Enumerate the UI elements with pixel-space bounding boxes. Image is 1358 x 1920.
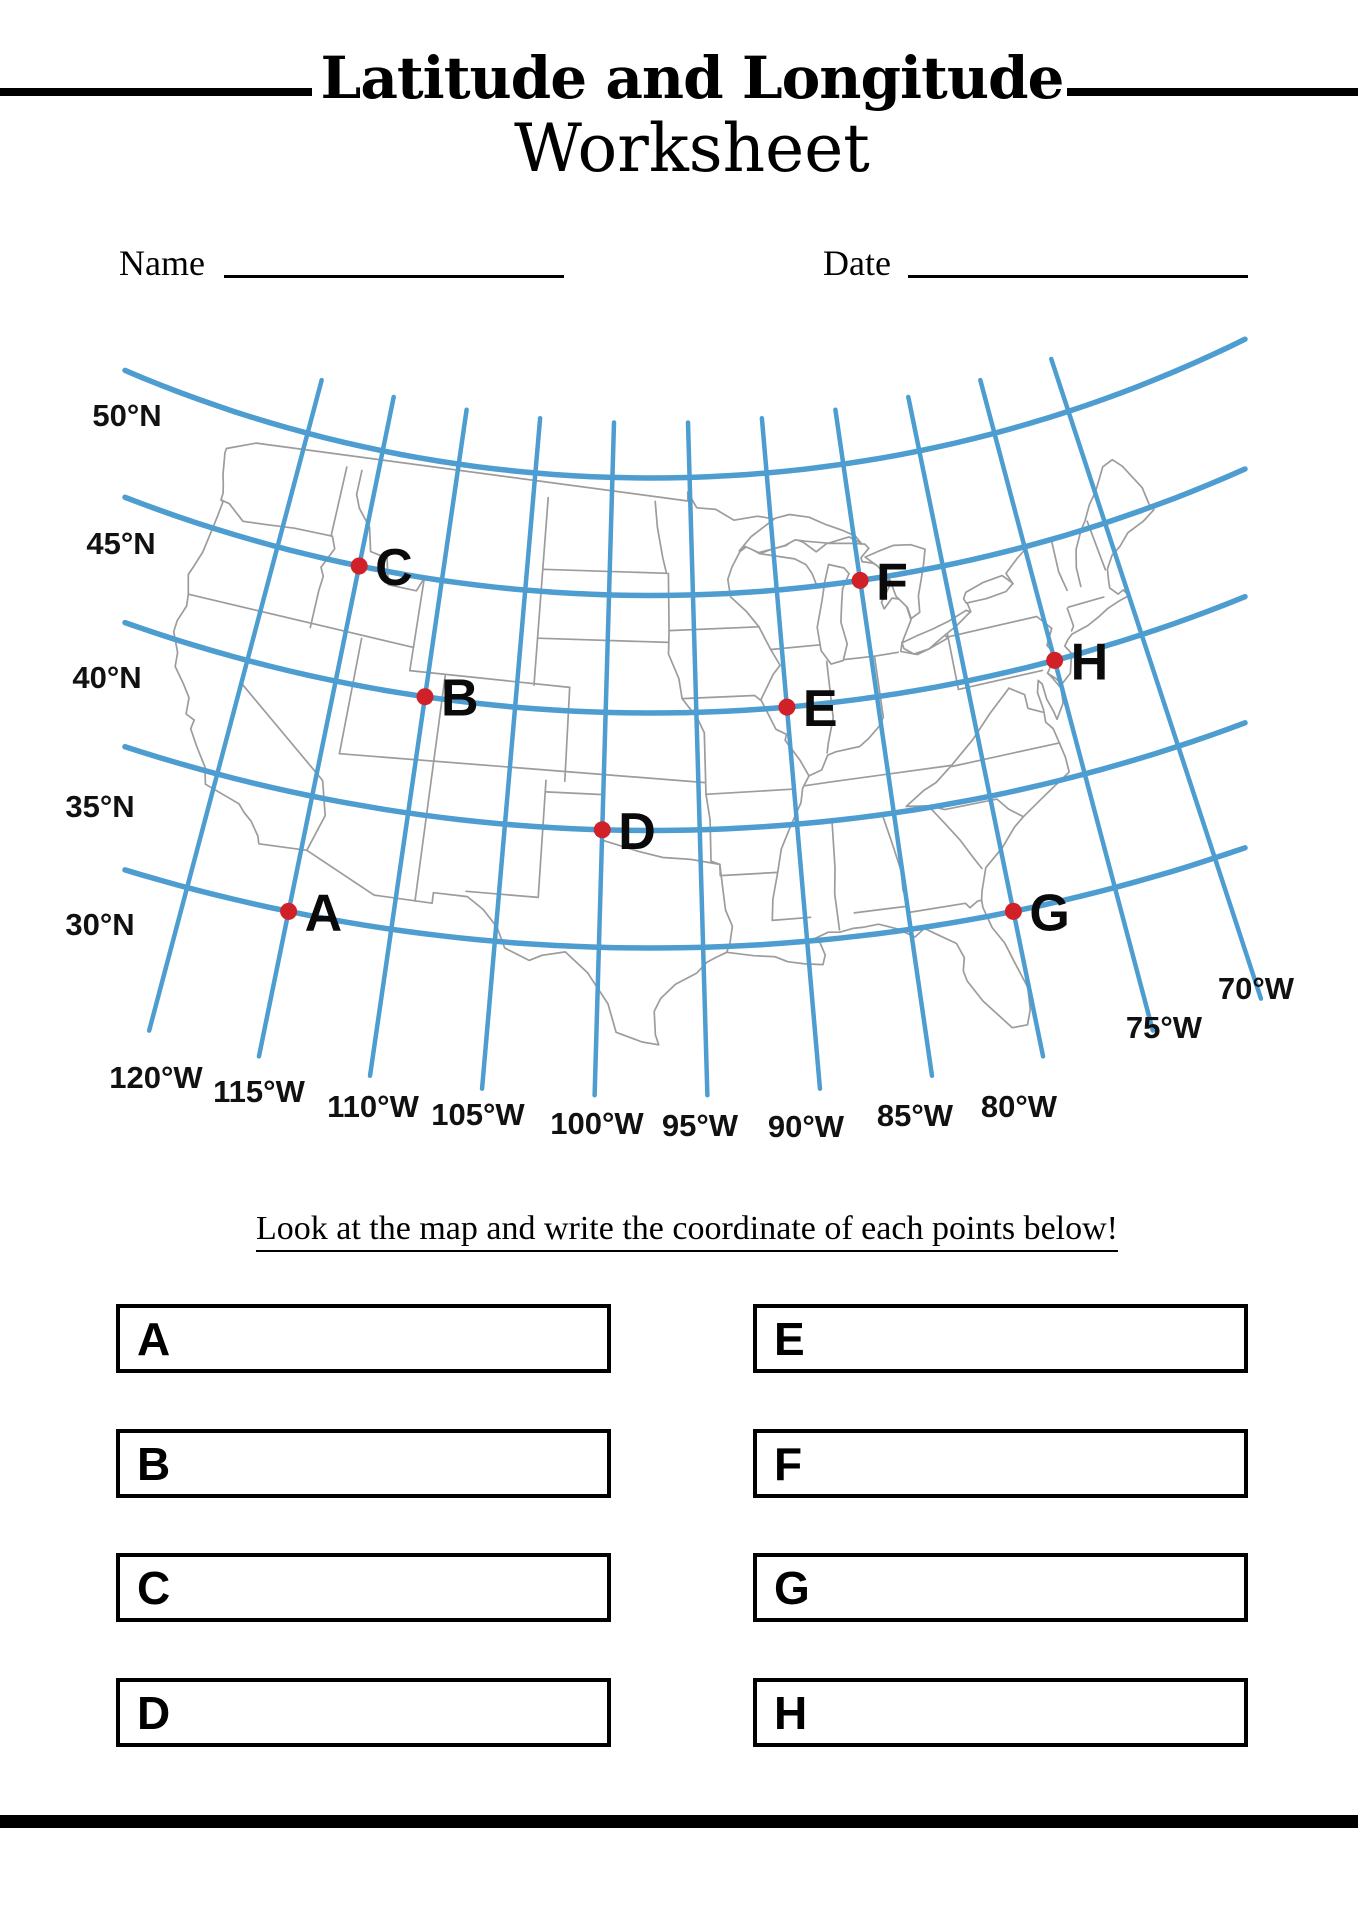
answer-box-h[interactable] [753,1678,1248,1747]
map-point-label-h: H [1070,633,1109,692]
state-border [188,594,413,647]
map-point-label-a: A [304,884,343,943]
longitude-label: 70°W [1217,971,1295,1006]
answer-letter: G [774,1561,810,1614]
answer-box-a[interactable] [116,1304,611,1373]
state-border [543,569,667,573]
latitude-label: 30°N [65,907,135,942]
graticule-group [125,339,1261,1095]
state-border [832,821,840,930]
state-border [720,872,777,875]
state-border [546,792,603,795]
state-border [669,627,759,631]
state-border [669,631,705,733]
graticule-labels-group [65,398,1294,1144]
longitude-label: 105°W [431,1097,525,1132]
answer-letter: E [774,1312,805,1365]
meridian-100w [595,422,614,1095]
map-point-label-c: C [375,538,413,597]
map-point-label-e: E [802,680,838,739]
state-border [720,864,733,952]
map-point-label-g: G [1029,884,1070,943]
state-border [310,536,334,627]
name-label: Name [119,243,205,283]
answer-box-g[interactable] [753,1553,1248,1622]
answer-letter: B [137,1437,171,1490]
answer-letter: A [137,1312,171,1365]
footer-bar [0,1815,1358,1828]
map-point-dot-e [778,699,795,716]
date-label: Date [823,243,891,283]
longitude-label: 95°W [661,1108,739,1143]
state-border [538,638,669,642]
meridian-85w [835,410,932,1076]
state-border [706,789,792,794]
meridian-105w [482,418,540,1088]
state-border [854,906,908,913]
longitude-label: 100°W [550,1106,644,1141]
latitude-label: 40°N [72,660,142,695]
latitude-label: 50°N [92,398,162,433]
state-border [1051,539,1067,590]
answer-box-d[interactable] [116,1678,611,1747]
map-point-dot-a [280,903,297,920]
state-border [331,467,347,536]
longitude-label: 115°W [213,1074,305,1109]
state-border [909,900,981,912]
state-border [760,554,816,584]
state-border [415,769,433,901]
state-border [1068,597,1104,607]
map-point-dot-f [852,572,869,589]
answer-letter: H [774,1686,808,1739]
meridian-110w [370,410,467,1076]
state-border [668,573,669,630]
map-point-dot-c [351,557,368,574]
state-border [906,765,951,806]
meridian-115w [259,397,394,1056]
parallel-50n [125,339,1245,478]
state-border [221,500,332,536]
map-point-dot-g [1005,903,1022,920]
answer-letter: F [774,1437,803,1490]
longitude-label: 85°W [876,1098,954,1133]
state-border [410,671,570,688]
state-border [565,687,570,781]
page-subtitle: Worksheet [514,110,870,187]
longitude-label: 110°W [327,1089,419,1124]
state-border [704,733,706,795]
state-border [241,615,325,850]
map-point-label-f: F [876,553,908,612]
lake [964,576,1013,604]
answer-box-f[interactable] [753,1429,1248,1498]
lake [739,515,861,553]
state-border [805,765,951,785]
page-title: Latitude and Longitude [320,44,1064,112]
longitude-label: 120°W [109,1060,203,1095]
map-point-dot-b [416,688,433,705]
map-point-label-d: D [618,802,656,861]
map-point-dot-h [1046,652,1063,669]
answer-box-b[interactable] [116,1429,611,1498]
longitude-label: 80°W [980,1089,1058,1124]
state-border [1067,608,1073,631]
latitude-label: 45°N [86,526,156,561]
answer-box-c[interactable] [116,1553,611,1622]
answer-letter: C [137,1561,171,1614]
lake [817,565,849,665]
state-border [931,808,982,868]
state-border [771,645,820,650]
state-border [339,754,705,783]
answer-letter: D [137,1686,171,1739]
longitude-label: 75°W [1125,1010,1203,1045]
instruction-text: Look at the map and write the coordinate of each points below! [8,1210,1358,1248]
meridian-80w [908,397,1043,1056]
meridian-120w [149,380,321,1031]
state-border [1076,530,1081,586]
answer-box-e[interactable] [753,1304,1248,1373]
map-point-label-b: B [440,669,479,728]
state-border [655,502,666,574]
latitude-label: 35°N [65,789,135,824]
longitude-label: 90°W [767,1109,845,1144]
map-point-dot-d [594,821,611,838]
